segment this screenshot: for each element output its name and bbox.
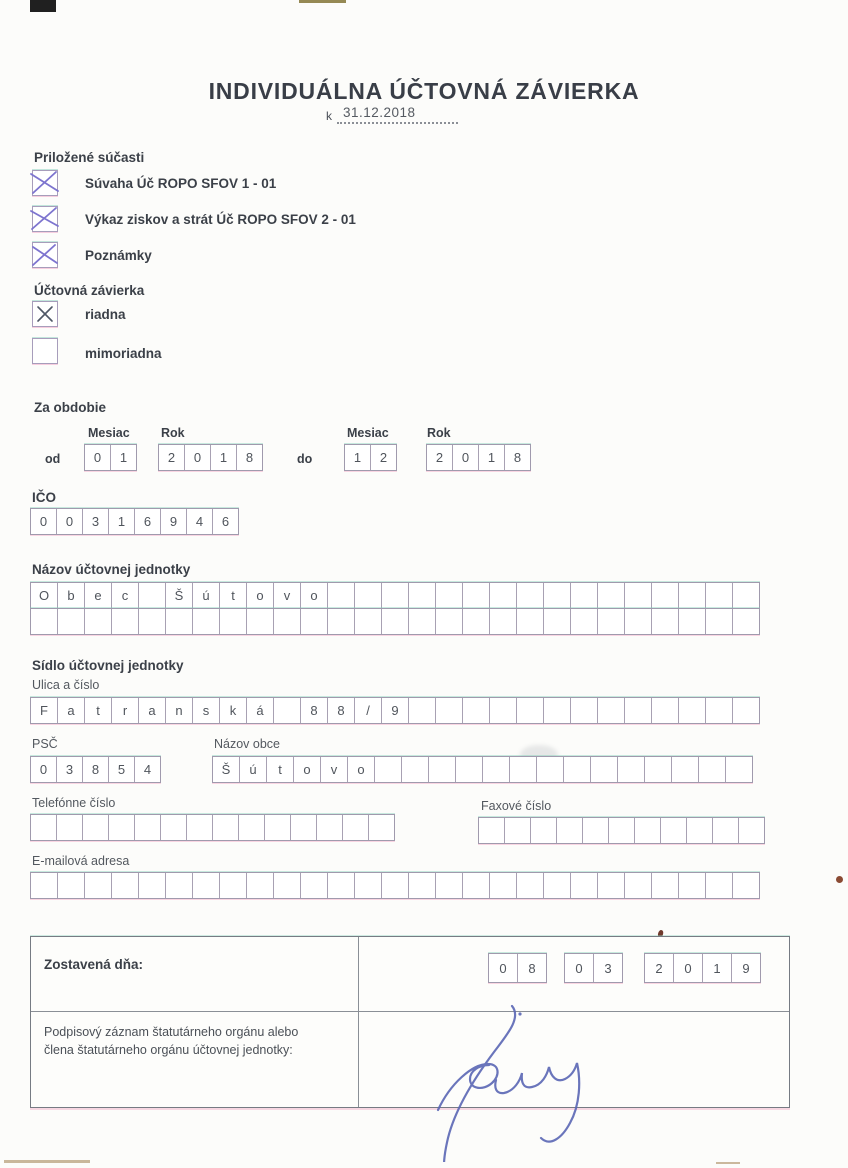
attachment-label-poznamky: Poznámky (85, 248, 152, 263)
char-cell[interactable]: a (139, 698, 166, 723)
char-cell[interactable]: 8 (513, 450, 522, 465)
char-cell[interactable] (591, 757, 618, 782)
char-cell[interactable]: Š (166, 583, 193, 608)
char-cell[interactable]: 3 (83, 509, 109, 534)
email-grid[interactable] (30, 872, 760, 899)
compiled-day-grid[interactable] (488, 953, 547, 983)
phone-label: Telefónne číslo (32, 796, 116, 810)
as-of-date-field (326, 105, 458, 124)
char-cell[interactable] (220, 873, 247, 898)
char-cell[interactable] (220, 609, 247, 634)
char-cell[interactable]: 0 (565, 954, 594, 982)
char-cell[interactable] (679, 873, 706, 898)
char-cell[interactable]: v (321, 757, 348, 782)
closure-label-mimoriadna: mimoriadna (85, 346, 162, 361)
char-cell[interactable]: 1 (119, 450, 128, 465)
char-cell[interactable]: 3 (57, 757, 83, 782)
char-cell[interactable] (733, 873, 759, 898)
char-cell[interactable] (564, 757, 591, 782)
char-cell[interactable] (598, 873, 625, 898)
char-cell[interactable]: 8 (328, 698, 355, 723)
char-cell[interactable] (274, 698, 301, 723)
char-cell[interactable] (139, 609, 166, 634)
char-cell[interactable] (706, 873, 733, 898)
char-cell[interactable] (247, 873, 274, 898)
char-cell[interactable] (112, 873, 139, 898)
char-cell[interactable]: c (112, 583, 139, 608)
from-month-label: Mesiac (88, 426, 130, 440)
char-cell[interactable]: 2 (379, 450, 388, 465)
as-of-prefix: k (326, 109, 332, 123)
char-cell[interactable] (375, 757, 402, 782)
char-cell[interactable]: e (85, 583, 112, 608)
char-cell[interactable] (213, 815, 239, 840)
char-cell[interactable] (652, 698, 679, 723)
char-cell[interactable] (83, 815, 109, 840)
char-cell[interactable] (517, 609, 544, 634)
char-cell[interactable] (382, 609, 409, 634)
char-cell[interactable] (247, 609, 274, 634)
char-cell[interactable]: t (267, 757, 294, 782)
char-cell[interactable] (483, 757, 510, 782)
char-cell[interactable] (139, 583, 166, 608)
char-cell[interactable] (625, 583, 652, 608)
char-cell[interactable]: 0 (31, 757, 57, 782)
attachment-label-vykaz: Výkaz ziskov a strát Úč ROPO SFOV 2 - 01 (85, 212, 356, 227)
checkbox-riadna[interactable] (32, 301, 58, 327)
char-cell[interactable] (713, 818, 739, 843)
char-cell[interactable] (343, 815, 369, 840)
fax-grid[interactable] (478, 817, 765, 844)
char-cell[interactable]: 1 (109, 509, 135, 534)
char-cell[interactable]: 0 (57, 509, 83, 534)
char-cell[interactable] (135, 815, 161, 840)
char-cell[interactable] (635, 818, 661, 843)
char-cell[interactable] (733, 609, 759, 634)
char-cell[interactable] (109, 815, 135, 840)
checkbox-suvaha[interactable] (32, 170, 58, 196)
char-cell[interactable] (652, 583, 679, 608)
scan-artifact (836, 876, 843, 883)
char-cell[interactable] (265, 815, 291, 840)
char-cell[interactable] (598, 698, 625, 723)
char-cell[interactable] (463, 698, 490, 723)
char-cell[interactable]: 9 (742, 960, 750, 976)
char-cell[interactable] (409, 873, 436, 898)
period-from-label: od (45, 452, 61, 466)
street-grid[interactable] (30, 697, 760, 724)
char-cell[interactable] (456, 757, 483, 782)
street-label: Ulica a číslo (32, 678, 100, 692)
ico-grid[interactable] (30, 508, 239, 535)
char-cell[interactable]: 6 (135, 509, 161, 534)
char-cell[interactable] (652, 873, 679, 898)
char-cell[interactable] (625, 873, 652, 898)
char-cell[interactable] (463, 873, 490, 898)
char-cell[interactable] (726, 757, 752, 782)
char-cell[interactable] (436, 583, 463, 608)
signature (400, 992, 590, 1162)
from-month-grid[interactable] (84, 444, 137, 471)
char-cell[interactable] (328, 583, 355, 608)
char-cell[interactable] (679, 609, 706, 634)
char-cell[interactable] (706, 698, 733, 723)
char-cell[interactable]: 9 (382, 698, 409, 723)
closure-label-riadna: riadna (85, 307, 126, 322)
compiled-month-grid[interactable] (564, 953, 623, 983)
char-cell[interactable] (85, 609, 112, 634)
char-cell[interactable] (193, 609, 220, 634)
char-cell[interactable] (193, 873, 220, 898)
char-cell[interactable] (490, 583, 517, 608)
char-cell[interactable]: 2 (645, 954, 674, 982)
compiled-on-label: Zostavená dňa: (44, 957, 144, 972)
char-cell[interactable]: t (220, 583, 247, 608)
char-cell[interactable] (301, 873, 328, 898)
char-cell[interactable]: 4 (187, 509, 213, 534)
email-label: E-mailová adresa (32, 854, 130, 868)
scan-artifact (716, 1162, 740, 1164)
char-cell[interactable] (328, 873, 355, 898)
scan-artifact (30, 0, 56, 12)
checkbox-x-icon (33, 302, 57, 326)
checkbox-x-icon (33, 243, 57, 267)
psc-label: PSČ (32, 737, 58, 751)
char-cell[interactable] (652, 609, 679, 634)
to-month-label: Mesiac (347, 426, 389, 440)
char-cell[interactable]: F (31, 698, 58, 723)
char-cell[interactable]: O (31, 583, 58, 608)
char-cell[interactable] (687, 818, 713, 843)
char-cell[interactable] (517, 873, 544, 898)
char-cell[interactable]: ú (240, 757, 267, 782)
char-cell[interactable] (301, 609, 328, 634)
char-cell[interactable]: o (247, 583, 274, 608)
scan-artifact (4, 1160, 90, 1163)
char-cell[interactable]: 0 (85, 445, 111, 470)
char-cell[interactable] (436, 609, 463, 634)
char-cell[interactable]: á (247, 698, 274, 723)
char-cell[interactable] (571, 609, 598, 634)
to-month-grid[interactable] (344, 444, 397, 471)
char-cell[interactable] (490, 873, 517, 898)
checkbox-poznamky[interactable] (32, 242, 58, 268)
char-cell[interactable] (661, 818, 687, 843)
char-cell[interactable] (609, 818, 635, 843)
char-cell[interactable] (31, 873, 58, 898)
closure-heading: Účtovná závierka (34, 283, 145, 298)
char-cell[interactable] (510, 757, 537, 782)
char-cell[interactable] (625, 698, 652, 723)
char-cell[interactable]: n (166, 698, 193, 723)
char-cell[interactable] (58, 873, 85, 898)
char-cell[interactable] (161, 815, 187, 840)
signature-note-line2: člena štatutárneho orgánu účtovnej jednotky: (44, 1043, 293, 1058)
char-cell[interactable] (291, 815, 317, 840)
char-cell[interactable] (328, 609, 355, 634)
char-cell[interactable]: 0 (674, 954, 703, 982)
char-cell[interactable] (618, 757, 645, 782)
char-cell[interactable] (571, 698, 598, 723)
signature-note-line1: Podpisový záznam štatutárneho orgánu alebo (44, 1025, 299, 1039)
psc-grid[interactable] (30, 756, 161, 783)
char-cell[interactable] (544, 873, 571, 898)
checkbox-vykaz[interactable] (32, 206, 58, 232)
char-cell[interactable]: v (274, 583, 301, 608)
char-cell[interactable]: 8 (245, 450, 254, 465)
attachment-label-suvaha: Súvaha Úč ROPO SFOV 1 - 01 (85, 176, 277, 191)
char-cell[interactable] (490, 698, 517, 723)
char-cell[interactable] (544, 583, 571, 608)
char-cell[interactable]: 0 (489, 954, 518, 982)
char-cell[interactable]: 5 (109, 757, 135, 782)
char-cell[interactable] (531, 818, 557, 843)
char-cell[interactable] (463, 583, 490, 608)
char-cell[interactable] (571, 873, 598, 898)
char-cell[interactable] (166, 873, 193, 898)
char-cell[interactable] (274, 609, 301, 634)
char-cell[interactable] (409, 583, 436, 608)
entity-name-grid-row1[interactable] (30, 582, 760, 609)
char-cell[interactable] (409, 698, 436, 723)
char-cell[interactable] (598, 583, 625, 608)
char-cell[interactable]: o (348, 757, 375, 782)
to-year-label: Rok (427, 426, 451, 440)
char-cell[interactable] (355, 873, 382, 898)
phone-grid[interactable] (30, 814, 395, 841)
compiled-year-grid[interactable] (644, 953, 761, 983)
char-cell[interactable]: 0 (453, 445, 479, 470)
char-cell[interactable] (139, 873, 166, 898)
char-cell[interactable] (679, 698, 706, 723)
char-cell[interactable]: b (58, 583, 85, 608)
fax-label: Faxové číslo (481, 799, 552, 813)
char-cell[interactable] (679, 583, 706, 608)
ico-label: IČO (32, 490, 57, 505)
char-cell[interactable]: Š (213, 757, 240, 782)
char-cell[interactable] (369, 815, 394, 840)
char-cell[interactable] (571, 583, 598, 608)
char-cell[interactable]: 0 (185, 445, 211, 470)
char-cell[interactable] (112, 609, 139, 634)
char-cell[interactable]: 1 (345, 445, 371, 470)
char-cell[interactable] (382, 873, 409, 898)
town-label: Názov obce (214, 737, 281, 751)
char-cell[interactable] (517, 583, 544, 608)
as-of-date-value[interactable]: 31.12.2018 (337, 105, 458, 124)
checkbox-x-icon (33, 207, 57, 231)
char-cell[interactable]: 9 (161, 509, 187, 534)
char-cell[interactable] (490, 609, 517, 634)
char-cell[interactable]: 1 (703, 954, 732, 982)
char-cell[interactable] (733, 698, 759, 723)
char-cell[interactable] (409, 609, 436, 634)
char-cell[interactable] (706, 609, 733, 634)
char-cell[interactable] (274, 873, 301, 898)
from-year-label: Rok (161, 426, 185, 440)
char-cell[interactable] (544, 609, 571, 634)
char-cell[interactable] (583, 818, 609, 843)
char-cell[interactable] (625, 609, 652, 634)
char-cell[interactable] (598, 609, 625, 634)
char-cell[interactable] (57, 815, 83, 840)
attachments-heading: Priložené súčasti (34, 150, 145, 165)
signature-note (44, 1023, 298, 1059)
char-cell[interactable]: s (193, 698, 220, 723)
table-divider-vertical (358, 937, 359, 1107)
char-cell[interactable] (436, 698, 463, 723)
char-cell[interactable] (355, 583, 382, 608)
char-cell[interactable]: o (294, 757, 321, 782)
char-cell[interactable] (706, 583, 733, 608)
period-heading: Za obdobie (34, 400, 106, 415)
char-cell[interactable] (355, 609, 382, 634)
char-cell[interactable] (557, 818, 583, 843)
from-year-grid[interactable] (158, 444, 263, 471)
address-heading: Sídlo účtovnej jednotky (32, 658, 184, 673)
char-cell[interactable] (239, 815, 265, 840)
char-cell[interactable] (463, 609, 490, 634)
char-cell[interactable]: 8 (83, 757, 109, 782)
scan-artifact (299, 0, 346, 3)
char-cell[interactable] (402, 757, 429, 782)
char-cell[interactable]: ú (193, 583, 220, 608)
char-cell[interactable] (733, 583, 759, 608)
char-cell[interactable]: 1 (479, 445, 505, 470)
char-cell[interactable]: r (112, 698, 139, 723)
char-cell[interactable]: a (58, 698, 85, 723)
char-cell[interactable]: k (220, 698, 247, 723)
char-cell[interactable] (166, 609, 193, 634)
char-cell[interactable]: t (85, 698, 112, 723)
period-to-label: do (297, 452, 313, 466)
checkbox-x-icon (33, 171, 57, 195)
char-cell[interactable] (429, 757, 456, 782)
char-cell[interactable] (672, 757, 699, 782)
char-cell[interactable] (544, 698, 571, 723)
char-cell[interactable] (699, 757, 726, 782)
char-cell[interactable] (645, 757, 672, 782)
char-cell[interactable] (517, 698, 544, 723)
char-cell[interactable] (31, 609, 58, 634)
char-cell[interactable] (58, 609, 85, 634)
char-cell[interactable]: 3 (604, 960, 612, 976)
char-cell[interactable] (537, 757, 564, 782)
town-grid[interactable] (212, 756, 753, 783)
char-cell[interactable] (505, 818, 531, 843)
char-cell[interactable] (31, 815, 57, 840)
char-cell[interactable]: 2 (159, 445, 185, 470)
page-title: INDIVIDUÁLNA ÚČTOVNÁ ZÁVIERKA (208, 78, 640, 104)
char-cell[interactable]: 2 (427, 445, 453, 470)
char-cell[interactable]: 1 (211, 445, 237, 470)
char-cell[interactable]: / (355, 698, 382, 723)
char-cell[interactable] (382, 583, 409, 608)
char-cell[interactable]: 4 (143, 762, 152, 777)
entity-name-grid-row2[interactable] (30, 608, 760, 635)
char-cell[interactable]: o (301, 583, 328, 608)
char-cell[interactable]: 8 (528, 960, 536, 976)
checkbox-mimoriadna[interactable] (32, 338, 58, 364)
char-cell[interactable] (479, 818, 505, 843)
char-cell[interactable] (187, 815, 213, 840)
char-cell[interactable] (85, 873, 112, 898)
char-cell[interactable]: 0 (31, 509, 57, 534)
char-cell[interactable] (739, 818, 764, 843)
to-year-grid[interactable] (426, 444, 531, 471)
char-cell[interactable]: 6 (221, 514, 230, 529)
char-cell[interactable] (317, 815, 343, 840)
char-cell[interactable] (436, 873, 463, 898)
char-cell[interactable]: 8 (301, 698, 328, 723)
entity-name-heading: Názov účtovnej jednotky (32, 562, 191, 577)
